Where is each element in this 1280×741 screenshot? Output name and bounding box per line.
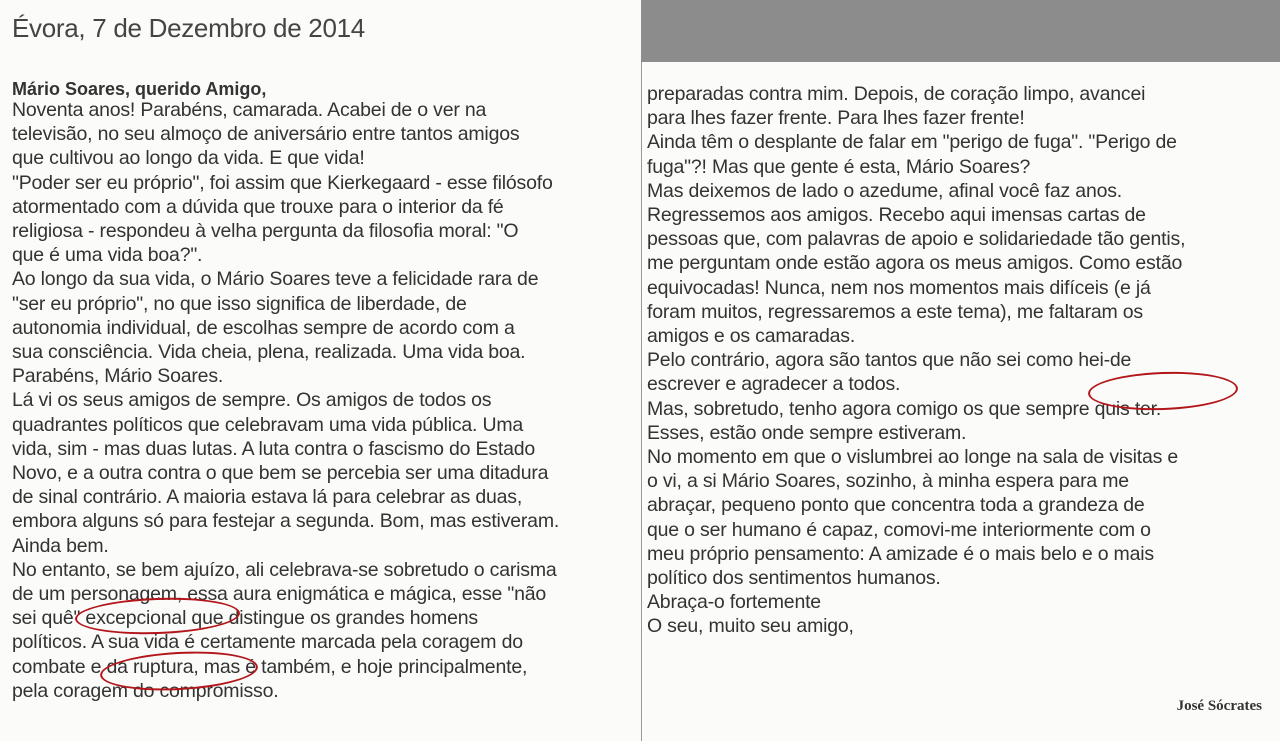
- text-line: Regressemos aos amigos. Recebo aqui imensas cartas de: [647, 204, 1146, 227]
- text-line: No momento em que o vislumbrei ao longe na sala de visitas e: [647, 446, 1179, 469]
- text-line: O seu, muito seu amigo,: [647, 615, 854, 638]
- text-line: para lhes fazer frente. Para lhes fazer frente!: [647, 107, 1025, 130]
- text-line: meu próprio pensamento: A amizade é o mais belo e o mais: [647, 542, 1154, 565]
- text-line: político dos sentimentos humanos.: [647, 567, 941, 590]
- text-line: preparadas contra mim. Depois, de coração limpo, avancei: [647, 83, 1146, 105]
- text-line: sua consciência. Vida cheia, plena, realizada. Uma vida boa.: [12, 341, 526, 364]
- text-line: o vi, a si Mário Soares, sozinho, à minha espera para me: [647, 470, 1129, 493]
- text-line: Noventa anos! Parabéns, camarada. Acabei de o ver na: [12, 99, 487, 121]
- text-line: televisão, no seu almoço de aniversário entre tantos amigos: [12, 123, 520, 146]
- text-line: Abraça-o fortemente: [647, 591, 821, 614]
- text-line: "Poder ser eu próprio", foi assim que Kierkegaard - esse filósofo: [12, 171, 553, 194]
- text-line: de um personagem, essa aura enigmática e mágica, esse "não: [12, 583, 547, 606]
- text-line: pessoas que, com palavras de apoio e solidariedade tão gentis,: [647, 228, 1186, 251]
- text-line: de sinal contrário. A maioria estava lá para celebrar as duas,: [12, 486, 523, 509]
- letter-salutation: Mário Soares, querido Amigo,: [12, 79, 267, 99]
- text-line: me perguntam onde estão agora os meus amigos. Como estão: [647, 252, 1183, 275]
- text-line: sei quê" excepcional que distingue os grandes homens: [12, 607, 478, 630]
- text-line: Ainda têm o desplante de falar em "perigo de fuga". "Perigo de: [647, 131, 1177, 154]
- text-line: combate e da ruptura, mas é também, e hoje principalmente,: [12, 655, 528, 678]
- text-line: que é uma vida boa?".: [12, 244, 203, 267]
- text-line: Mas, sobretudo, tenho agora comigo os que sempre quis ter.: [647, 397, 1162, 420]
- text-line: Ainda bem.: [12, 534, 109, 557]
- text-line: pela coragem do compromisso.: [12, 679, 279, 702]
- letter-date: Évora, 7 de Dezembro de 2014: [12, 13, 365, 43]
- text-line: equivocadas! Nunca, nem nos momentos mais difíceis (e já: [647, 276, 1151, 299]
- signature: José Sócrates: [1176, 698, 1262, 714]
- text-line: fuga"?! Mas que gente é esta, Mário Soares?: [647, 155, 1031, 178]
- text-line: embora alguns só para festejar a segunda. Bom, mas estiveram.: [12, 510, 560, 533]
- right-text-block: [647, 82, 1280, 639]
- text-line: religiosa - respondeu à velha pergunta da filosofia moral: "O: [12, 220, 519, 243]
- text-line: "ser eu próprio", no que isso significa de liberdade, de: [12, 292, 467, 315]
- text-line: Novo, e a outra contra o que bem se percebia ser uma ditadura: [12, 462, 549, 485]
- text-line: políticos. A sua vida é certamente marcada pela coragem do: [12, 631, 523, 654]
- text-line: Pelo contrário, agora são tantos que não sei como hei-de: [647, 349, 1132, 372]
- text-line: Mas deixemos de lado o azedume, afinal você faz anos.: [647, 179, 1123, 202]
- text-line: que o ser humano é capaz, comovi-me interiormente com o: [647, 518, 1151, 541]
- letter-right-column: [641, 62, 1280, 741]
- text-line: autonomia individual, de escolhas sempre de acordo com a: [12, 316, 515, 339]
- text-line: Parabéns, Mário Soares.: [12, 365, 224, 388]
- text-line: abraçar, pequeno ponto que concentra toda a grandeza de: [647, 494, 1145, 517]
- text-line: quadrantes políticos que celebravam uma vida pública. Uma: [12, 413, 524, 436]
- text-line: amigos e os camaradas.: [647, 325, 856, 348]
- text-line: foram muitos, regressaremos a este tema), me faltaram os: [647, 300, 1143, 323]
- text-line: que cultivou ao longo da vida. E que vida!: [12, 147, 365, 170]
- text-line: Ao longo da sua vida, o Mário Soares teve a felicidade rara de: [12, 268, 539, 291]
- text-line: escrever e agradecer a todos.: [647, 373, 901, 396]
- text-line: Esses, estão onde sempre estiveram.: [647, 421, 967, 444]
- text-line: vida, sim - mas duas lutas. A luta contra o fascismo do Estado: [12, 437, 536, 460]
- text-line: No entanto, se bem ajuízo, ali celebrava-se sobretudo o carisma: [12, 558, 557, 581]
- text-line: Lá vi os seus amigos de sempre. Os amigos de todos os: [12, 389, 492, 412]
- text-line: atormentado com a dúvida que trouxe para o interior da fé: [12, 195, 504, 218]
